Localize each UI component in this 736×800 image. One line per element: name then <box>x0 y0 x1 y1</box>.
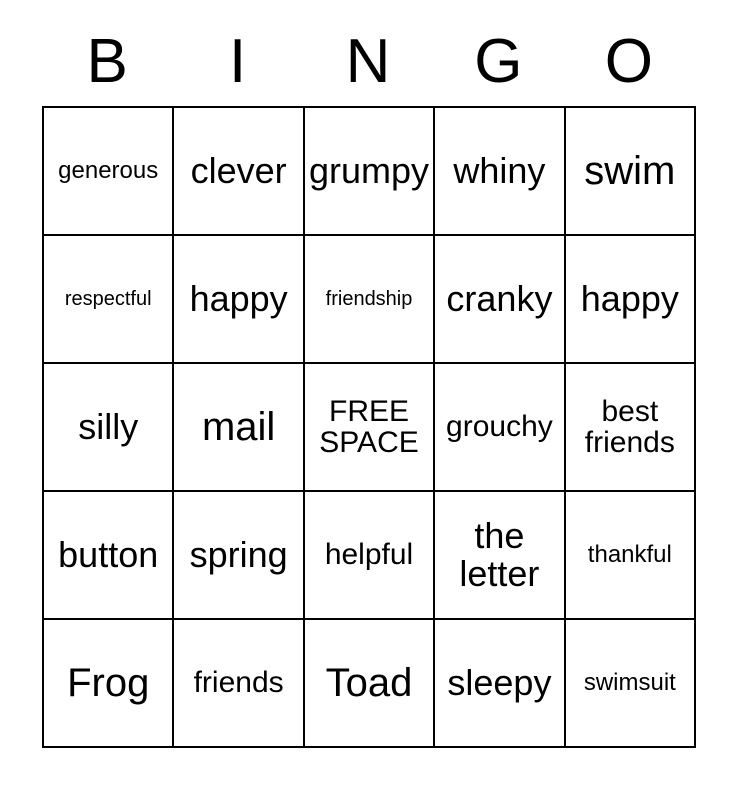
bingo-cell-label: the letter <box>459 515 540 594</box>
header-letter-o: O <box>604 27 653 96</box>
bingo-cell[interactable] <box>435 364 565 492</box>
bingo-cell[interactable] <box>174 364 304 492</box>
bingo-cell[interactable] <box>174 236 304 364</box>
bingo-cell-label: spring <box>189 534 288 576</box>
bingo-cell-label: clever <box>190 150 287 192</box>
bingo-cell[interactable] <box>44 620 174 748</box>
header-letter-n: N <box>345 27 391 96</box>
bingo-cell[interactable] <box>305 108 435 236</box>
bingo-cell[interactable] <box>174 620 304 748</box>
header-letter-i: I <box>228 27 247 96</box>
bingo-cell-label: Frog <box>67 661 150 705</box>
header-letter-b: B <box>86 27 128 96</box>
bingo-cell[interactable] <box>44 236 174 364</box>
header-letter-g: G <box>474 27 523 96</box>
bingo-row <box>44 236 696 364</box>
bingo-cell-label: best friends <box>584 394 675 459</box>
bingo-cell[interactable] <box>174 108 304 236</box>
bingo-cell-label: friends <box>193 666 284 700</box>
bingo-header <box>42 18 694 106</box>
bingo-cell-label: grumpy <box>308 150 430 192</box>
bingo-cell-label: respectful <box>64 287 152 310</box>
bingo-cell-label: thankful <box>587 541 672 569</box>
bingo-cell[interactable] <box>305 492 435 620</box>
bingo-row <box>44 108 696 236</box>
bingo-cell[interactable] <box>566 364 696 492</box>
bingo-cell[interactable] <box>435 620 565 748</box>
bingo-cell-label: friendship <box>325 287 413 310</box>
bingo-cell-label: helpful <box>324 538 414 572</box>
bingo-cell-label: button <box>58 534 159 576</box>
bingo-cell[interactable] <box>566 236 696 364</box>
bingo-cell[interactable] <box>566 492 696 620</box>
bingo-cell-label: happy <box>580 278 679 320</box>
bingo-cell[interactable] <box>435 108 565 236</box>
bingo-cell-label: sleepy <box>447 662 552 704</box>
bingo-cell-label: happy <box>189 278 288 320</box>
bingo-cell-label: silly <box>78 406 139 448</box>
bingo-cell[interactable] <box>174 492 304 620</box>
bingo-card <box>42 18 694 748</box>
bingo-cell[interactable] <box>44 492 174 620</box>
bingo-cell-label: cranky <box>446 278 553 320</box>
bingo-row <box>44 492 696 620</box>
bingo-cell-label: Toad <box>325 661 413 705</box>
bingo-grid <box>42 106 696 748</box>
bingo-cell[interactable] <box>566 620 696 748</box>
bingo-cell-label: swimsuit <box>583 669 676 697</box>
bingo-cell[interactable] <box>566 108 696 236</box>
bingo-cell-label: FREE SPACE <box>319 394 419 459</box>
bingo-cell-label: grouchy <box>446 410 553 444</box>
bingo-cell-free-space[interactable] <box>305 364 435 492</box>
bingo-cell-label: generous <box>58 157 159 185</box>
bingo-cell-label: swim <box>584 149 676 193</box>
bingo-cell[interactable] <box>435 236 565 364</box>
bingo-row <box>44 620 696 748</box>
bingo-cell[interactable] <box>44 364 174 492</box>
bingo-row <box>44 364 696 492</box>
bingo-cell-label: whiny <box>453 150 546 192</box>
bingo-cell[interactable] <box>305 620 435 748</box>
bingo-cell[interactable] <box>305 236 435 364</box>
bingo-cell[interactable] <box>44 108 174 236</box>
bingo-cell[interactable] <box>435 492 565 620</box>
bingo-cell-label: mail <box>201 405 276 449</box>
